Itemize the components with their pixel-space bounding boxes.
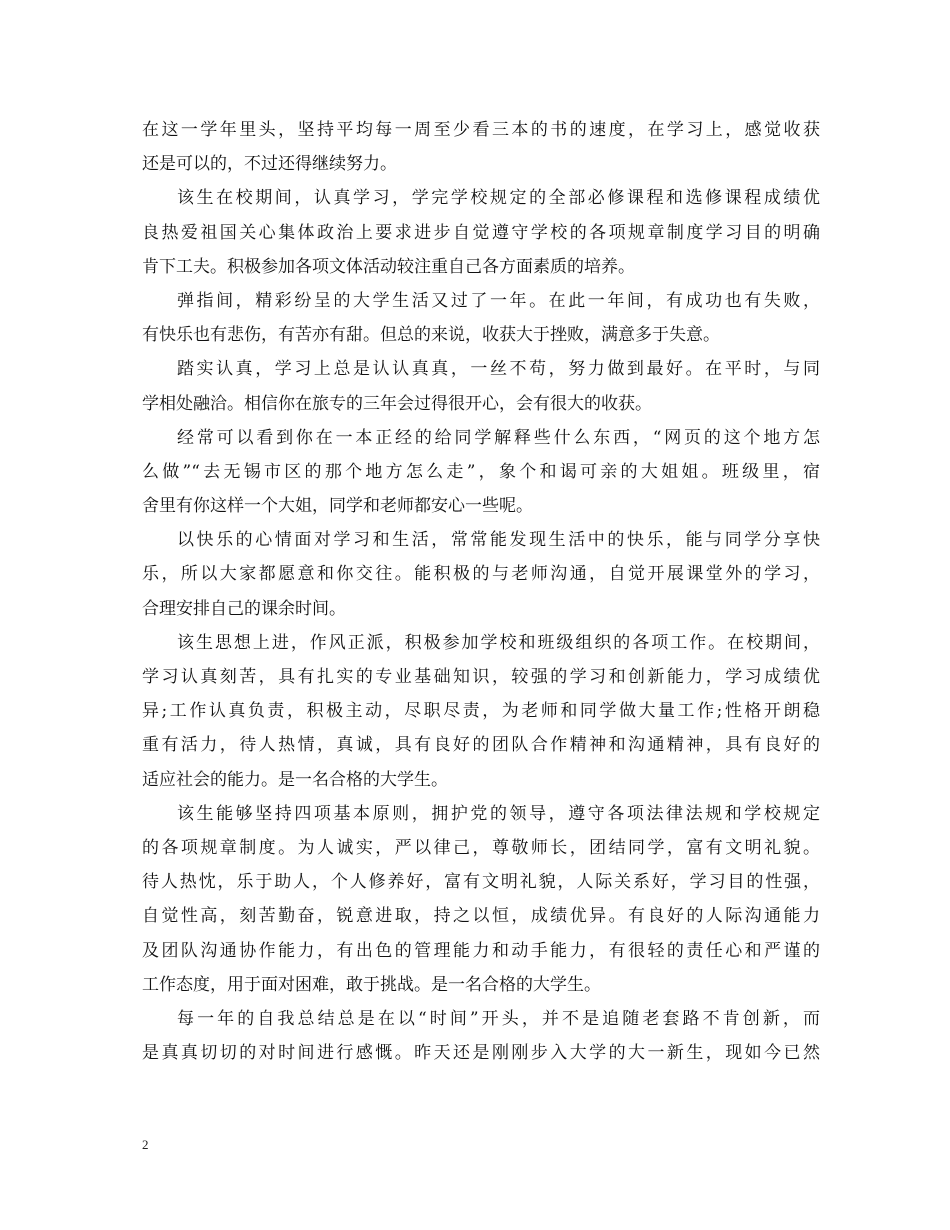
text-line: 适应社会的能力。是一名合格的大学生。 xyxy=(142,769,448,790)
text-line: 自觉性高，刻苦勤奋，锐意进取，持之以恒，成绩优异。有良好的人际沟通能力 xyxy=(142,906,820,927)
text-line: 每一年的自我总结总是在以“时间”开头，并不是追随老套路不肯创新，而 xyxy=(177,1008,820,1029)
text-line: 及团队沟通协作能力，有出色的管理能力和动手能力，有很轻的责任心和严谨的 xyxy=(142,940,820,961)
text-line: 肯下工夫。积极参加各项文体活动较注重自己各方面素质的培养。 xyxy=(142,256,635,277)
text-line: 以快乐的心情面对学习和生活，常常能发现生活中的快乐，能与同学分享快 xyxy=(177,530,820,551)
paragraph xyxy=(142,626,820,797)
page-number: 2 xyxy=(142,1137,149,1152)
text-line: 学相处融洽。相信你在旅专的三年会过得很开心，会有很大的收获。 xyxy=(142,393,652,414)
text-line: 么做”“去无锡市区的那个地方怎么走”，象个和谒可亲的大姐姐。班级里，宿 xyxy=(142,461,820,482)
text-line: 工作态度，用于面对困难，敢于挑战。是一名合格的大学生。 xyxy=(142,974,601,995)
paragraph xyxy=(142,113,820,181)
paragraph xyxy=(142,1002,820,1070)
text-line: 踏实认真，学习上总是认认真真，一丝不苟，努力做到最好。在平时，与同 xyxy=(177,359,820,380)
paragraph xyxy=(142,284,820,352)
text-line: 的各项规章制度。为人诚实，严以律己，尊敬师长，团结同学，富有文明礼貌。 xyxy=(142,837,820,858)
text-line: 在这一学年里头，坚持平均每一周至少看三本的书的速度，在学习上，感觉收获 xyxy=(142,120,820,140)
text-line: 该生在校期间，认真学习，学完学校规定的全部必修课程和选修课程成绩优 xyxy=(177,188,820,209)
text-line: 经常可以看到你在一本正经的给同学解释些什么东西，“网页的这个地方怎 xyxy=(177,427,820,448)
paragraph xyxy=(142,523,820,626)
paragraph xyxy=(142,797,820,1002)
text-line: 弹指间，精彩纷呈的大学生活又过了一年。在此一年间，有成功也有失败， xyxy=(177,290,820,311)
text-line: 该生能够坚持四项基本原则，拥护党的领导，遵守各项法律法规和学校规定 xyxy=(177,803,820,824)
text-line: 异;工作认真负责，积极主动，尽职尽责，为老师和同学做大量工作;性格开朗稳 xyxy=(142,701,820,722)
text-line: 重有活力，待人热情，真诚，具有良好的团队合作精神和沟通精神，具有良好的 xyxy=(142,735,820,756)
text-line: 乐，所以大家都愿意和你交往。能积极的与老师沟通，自觉开展课堂外的学习， xyxy=(142,564,820,585)
paragraph xyxy=(142,421,820,524)
text-line: 该生思想上进，作风正派，积极参加学校和班级组织的各项工作。在校期间， xyxy=(177,632,820,653)
text-line: 良热爱祖国关心集体政治上要求进步自觉遵守学校的各项规章制度学习目的明确 xyxy=(142,222,820,243)
text-line: 学习认真刻苦，具有扎实的专业基础知识，较强的学习和创新能力，学习成绩优 xyxy=(142,667,820,687)
text-line: 是真真切切的对时间进行感慨。昨天还是刚刚步入大学的大一新生，现如今已然 xyxy=(142,1043,820,1064)
paragraph xyxy=(142,352,820,420)
document-body xyxy=(142,113,820,1070)
text-line: 还是可以的，不过还得继续努力。 xyxy=(142,154,397,175)
paragraph xyxy=(142,181,820,284)
text-line: 舍里有你这样一个大姐，同学和老师都安心一些呢。 xyxy=(142,496,533,517)
text-line: 待人热忱，乐于助人，个人修养好，富有文明礼貌，人际关系好，学习目的性强， xyxy=(142,872,820,893)
text-line: 有快乐也有悲伤，有苦亦有甜。但总的来说，收获大于挫败，满意多于失意。 xyxy=(142,325,720,346)
text-line: 合理安排自己的课余时间。 xyxy=(142,598,346,619)
